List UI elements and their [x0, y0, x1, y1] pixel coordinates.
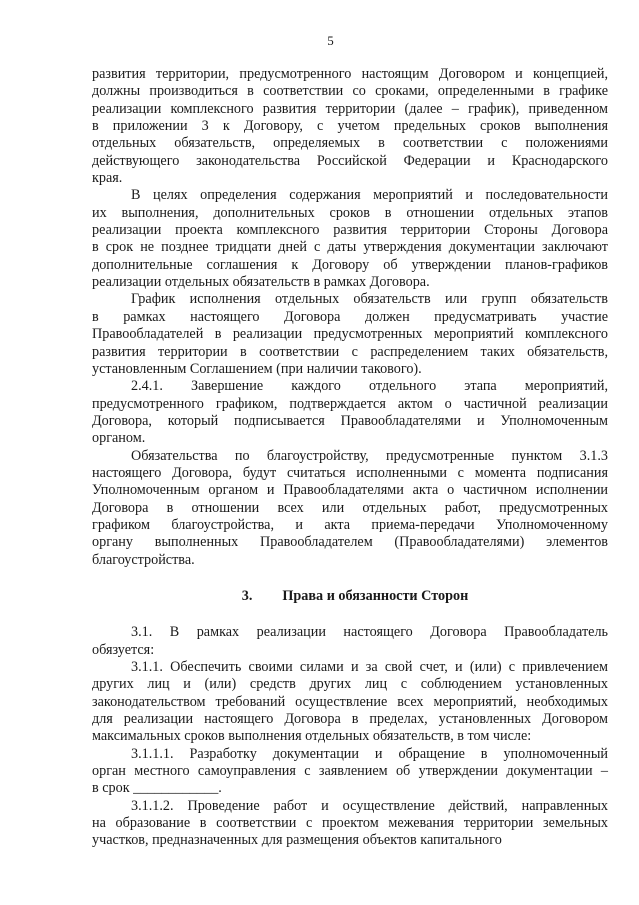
text-line: на образование в соответствии с проектом межевания территории земельных	[92, 815, 608, 832]
text-line: их выполнения, дополнительных сроков в отношении отдельных этапов	[92, 204, 608, 221]
section-number: 3.	[241, 587, 253, 604]
text-line: 3.1.1. Обеспечить своими силами и за свой счет, и (или) с привлечением	[131, 659, 608, 675]
text-line: края.	[92, 170, 123, 187]
paragraph	[92, 798, 608, 850]
text-line: График исполнения отдельных обязательств или групп обязательств	[131, 291, 608, 308]
text-line: настоящего Договора, будут считаться исполненными с момента подписания	[92, 464, 608, 481]
text-line: участков, предназначенных для размещения объектов капитального	[92, 832, 502, 849]
text-line: реализации проекта комплексного развития территории Стороны Договора	[92, 222, 608, 239]
text-line: в приложении 3 к Договору, с учетом предельных сроков выполнения	[92, 118, 608, 135]
text-line: отдельных обязательств, определяемых в соответствии с положениями	[92, 135, 608, 152]
text-line: Договора, который подписывается Правообладателями и Уполномоченным	[92, 412, 608, 429]
text-line: реализации комплексного развития территории (далее – график), приведенном	[92, 100, 608, 117]
text-line: в рамках настоящего Договора должен предусматривать участие	[92, 308, 608, 325]
text-line: предусмотренного графиком, подтверждается актом о частичной реализации	[92, 395, 608, 412]
spacer	[92, 569, 608, 588]
paragraph	[92, 66, 608, 187]
paragraph	[92, 746, 608, 798]
text-line: 2.4.1. Завершение каждого отдельного этапа мероприятий,	[131, 378, 608, 395]
text-line: развития территории, предусмотренного настоящим Договором и концепцией,	[92, 66, 608, 82]
text-line: установленным Соглашением (при наличии такового).	[92, 360, 422, 377]
text-line: других лиц и (или) средств других лиц с соблюдением установленных	[92, 676, 608, 693]
paragraph	[92, 659, 608, 746]
text-line: 3.1. В рамках реализации настоящего Договора Правообладатель	[131, 624, 608, 641]
paragraph	[92, 624, 608, 659]
paragraph-group-before-section	[92, 66, 608, 569]
text-line: дополнительные соглашения к Договору об утверждении планов-графиков	[92, 256, 608, 273]
text-line: В целях определения содержания мероприятий и последовательности	[131, 187, 608, 204]
text-line: должны производиться в соответствии со сроками, определенными в графике	[92, 83, 608, 100]
text-line: 3.1.1.2. Проведение работ и осуществление действий, направленных	[131, 797, 608, 814]
text-line: Договора в отношении всех или отдельных работ, предусмотренных	[92, 499, 608, 516]
section-heading	[92, 588, 608, 605]
text-line: Уполномоченным органом и Правообладателями акта о частичном исполнении	[92, 482, 608, 499]
paragraph	[92, 378, 608, 447]
text-line: действующего законодательства Российской Федерации и Краснодарского	[92, 152, 608, 169]
text-line: Правообладателей в реализации предусмотренных мероприятий комплексного	[92, 326, 608, 343]
text-line: развития территории в соответствии с распределением таких обязательств,	[92, 343, 608, 360]
spacer	[92, 605, 608, 624]
text-line: в срок ____________.	[92, 780, 222, 797]
text-line: орган местного самоуправления с заявлением об утверждении документации –	[92, 763, 608, 780]
text-line: органом.	[92, 430, 146, 447]
text-line: 3.1.1.1. Разработку документации и обращение в уполномоченный	[131, 745, 608, 762]
text-line: графиком благоустройства, и акта приема-передачи Уполномоченному	[92, 516, 608, 533]
paragraph	[92, 448, 608, 569]
paragraph	[92, 291, 608, 378]
text-line: органу выполненных Правообладателем (Правообладателями) элементов	[92, 534, 608, 551]
text-line: обязуется:	[92, 641, 155, 658]
text-line: максимальных сроков выполнения отдельных обязательств, в том числе:	[92, 728, 532, 745]
paragraph-group-after-section	[92, 624, 608, 849]
section-title: Права и обязанности Сторон	[282, 587, 469, 604]
document-body	[92, 66, 608, 850]
page-number: 5	[327, 33, 334, 48]
text-line: законодательством требований осуществление всех мероприятий, необходимых	[92, 693, 608, 710]
text-line: в срок не позднее тридцати дней с даты утверждения документации заключают	[92, 239, 608, 256]
paragraph	[92, 187, 608, 291]
text-line: реализации отдельных обязательств в рамках Договора.	[92, 274, 430, 291]
text-line: Обязательства по благоустройству, предусмотренные пунктом 3.1.3	[131, 447, 608, 464]
text-line: благоустройства.	[92, 551, 195, 568]
text-line: для реализации настоящего Договора в пределах, установленных Договором	[92, 711, 608, 728]
